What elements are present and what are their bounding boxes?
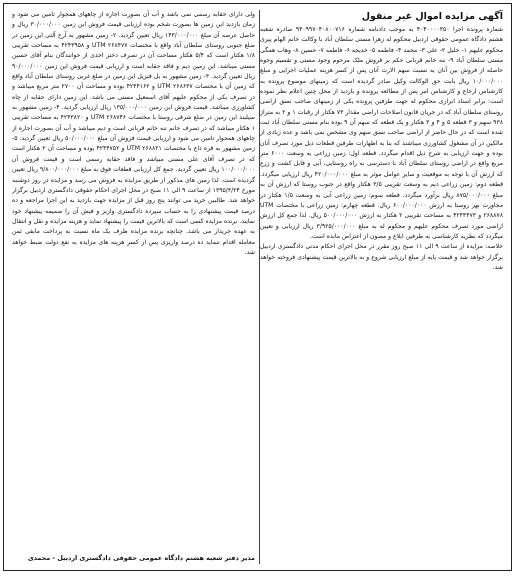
left-column-text: ولی دارای حقابه رسمی نمی باشد و آب آن بصورت اجاره از چاههای همجوار تامین می شود و زمان بازدید این زمین ها بصورت شخم بوده ارزیابی قیمت فروش این زمین ۳۰/۰۰۰/۰۰۰ ریال و حاصل عرصه آن مبلغ ۱۴۳/۰۰۰/۰۰۰ ریال تعیین گردید. ۲- زمین مشهور به آرخ آلتی این زمین در ضلع جنوبی روستای سلطان آباد واقع با مختصات UTM ۲۶۸۴۷۷ و ۴۲۴۳۹۵۸ به مساحت تقریبی ۱/۸ هکتار است که ۵/۴ هکتار مساحت آن در تصرف دختر احدی از خوانندگان بنام آقای حسین مستی میباشد. این زمین دیم و فاقد حقابه است و ارزیابی قیمت فروش این زمین ۹۰/۰۰۰/۰۰۰ ریال تعیین گردید. ۳- زمین مشهور به یل قیزیل این زمین در ضلع غربی روستای سلطان آباد واقع که زمین آن با مختصات UTM ۲۶۸۶۳۷ و ۴۲۴۴۱۶۲ بوده و مساحت آن ۲۷۰۰ متر مربع میباشد و در تصرف یکی از محکوم علیهم آقای اسمعیل مستی می باشد. این زمین دارای حقابه از چاه کشاورزی میباشد. قیمت فروش این زمین ۱۳۵/۰۰۰/۰۰۰ ریال ارزیابی گردید. ۴- زمین مشهور به سیلبند این زمین در ضلع شرقی روستا با مختصات UTM ۲۶۸۷۴۶ و ۴۲۴۳۸۲۰ به مساحت تقریبی ۱ هکتار میباشد که در تصرف خانم ننه خانم قربانی است و دیم میباشد و آب آن بصورت اجاره از چاههای همجوار تامین می شود و ارزیابی قیمت فروش آن مبلغ ۵۰/۰۰۰/۰۰۰ ریال تعیین گردید. ۵- زمین مشهور به قره داغ با مختصات UTM ۲۶۸۸۲۱ و ۴۲۴۴۷۵۲ بوده و مساحت آن ۲ هکتار است که در تصرف آقای علی مستی میباشد و فاقد حقابه رسمی است و قیمت فروش آن ۱۰۰/۰۰۰/۰۰۰ ریال تعیین گردید. جمع کل ارزیابی قطعات فوق به مبلغ ۹/۸۰۰/۰۰۰/۰۰۰ ریال تعیین گردیده است. لذا زمین های مذکور از طریق مزایده به فروش می رسد و مزایده در روز دوشنبه مورخ ۱۳۹۵/۳/۲۴ از ساعت ۹ الی ۱۱ صبح در محل اجرای احکام حقوقی دادگستری اردبیل برگزار خواهد شد. طالبین خرید می توانند پنج روز قبل از مزایده جهت بازدید به این اجرا مراجعه و ده درصد قیمت پیشنهادی را به حساب سپرده دادگستری واریز و فیش آن را ضمیمه پیشنهاد خود نمایند. برنده مزایده کسی است که بالاترین قیمت را پیشنهاد نماید و هزینه مزایده و نقل و انتقال به عهده خریدار می باشد. چنانچه برنده مزایده ظرف یک ماه نسبت به پرداخت مابقی ثمن معامله اقدام ننماید ده درصد واریزی پس از کسر هزینه های مزایده به نفع دولت ضبط خواهد شد. [12,11,255,256]
right-column-text: شماره پرونده اجرا ۴۰۴۰۰۰۰۳۵۰ به موجب دادنامه شماره ۹۴۰۹۹۷۰۴۰۸۰۰۷۱۶ صادره شعبه هشتم دادگاه عمومی حقوقی اردبیل محکوم له زهرا مستی سلطان آباد با وکالت خانم الهام پیری محکوم علیهم ۱- خلیل ۲- علی ۳- محمد ۴- فاطمه ۵- خدیجه ۶- فاطمه ۷- حسین ۸- وهاب همگی مستی سلطان آباد ۹- ننه خانم قربانی حکم بر فروش ملک مرحوم وجود مستی و تقسیم وجوه حاصله از فروش بین آنان به نسبت سهم الارث آنان پس از کسر هزینه عملیات اجرایی و مبلغ ۱۰/۰۰۰/۰۰۰ ریال بابت حق الوکالت وکیل صادر گردیده است که زمینهای موضوع پرونده به کارشناس ارجاع و کارشناس امر پس از مطالعه پرونده و بازدید از محل چنین اعلام نظر نموده است: برابر اسناد ابرازی محکوم له جهت طرفین پرونده یکی از زمینهای صاحب نسق اراضی روستای سلطان آباد که در جریان قانون اصلاحات اراضی مقدار ۷۳ هکتار از رقبات ۱ و ۲ به متراژ ۹۳۸ سهم و ۳ قطعه ۵ و ۴ و ۳ هکتار و یک قطعه که سهم آن ۹ بوده بنام مستی سلطان آباد ثبت شده است که در حال حاضر از اراضی صاحب نسق سهم وی مشخص نمی باشد و عده زیادی از مالکین در آن مشغول کشاورزی میباشند که بنا به اظهارات طرفین قطعات ذیل مورد تصرف آنان بوده و جهت ارزیابی به شرح ذیل اقدام میگردد. قطعه اول: زمین زراعی به وسعت ۶۰۰۰ متر مربع واقع در اراضی روستای سلطان آباد با دسترسی به راه روستایی، آبی و قابل کشت و زرع که ارزش آن با توجه به موقعیت و سایر عوامل موثر به مبلغ ۴۲۰/۰۰۰/۰۰۰ ریال ارزیابی میگردد. قطعه دوم: زمین زراعی دیم به وسعت تقریبی ۳/۵ هکتار واقع در جنوب روستا که ارزش آن به مبلغ ۸۷۵/۰۰۰/۰۰۰ ریال برآورد میگردد. قطعه سوم: زمین زراعی آبی به وسعت ۱/۵ هکتار در مجاورت نهر روستا به ارزش ۶۰۰/۰۰۰/۰۰۰ ریال. قطعه چهارم: زمین زراعی با مختصات UTM ۲۶۸۸۷۸ و ۴۲۴۴۴۷۳ به مساحت تقریبی ۲ هکتار به ارزش ۵۰۰/۰۰۰/۰۰۰ ریال. لذا جمع کل ارزش اراضی مورد تصرف محکوم علیهم و محکوم له به مبلغ ۳/۹۲۵/۰۰۰/۰۰۰ ریال ارزیابی و تعیین میگردد که نظریه کارشناسی به طرفین ابلاغ و مصون از اعتراض مانده است. [260,26,503,240]
notice-title: آگهی مزایده اموال غیر منقول [361,11,503,22]
notice-frame [3,3,512,571]
right-column-tail: خلاصه: مزایده از ساعت ۹ الی ۱۱ صبح روز مقرر در محل اجرای احکام مدنی دادگستری اردبیل برگزار خواهد شد و قیمت پایه از مبلغ ارزیابی شروع و به بالاترین قیمت پیشنهادی فروخته خواهد شد. [260,243,503,271]
left-column [12,10,255,564]
column-divider [259,10,260,564]
right-column [260,10,503,564]
signature-line: مدیر دفتر شعبه هشتم دادگاه عمومی حقوقی دادگستری اردبیل - محمدی [12,553,255,564]
